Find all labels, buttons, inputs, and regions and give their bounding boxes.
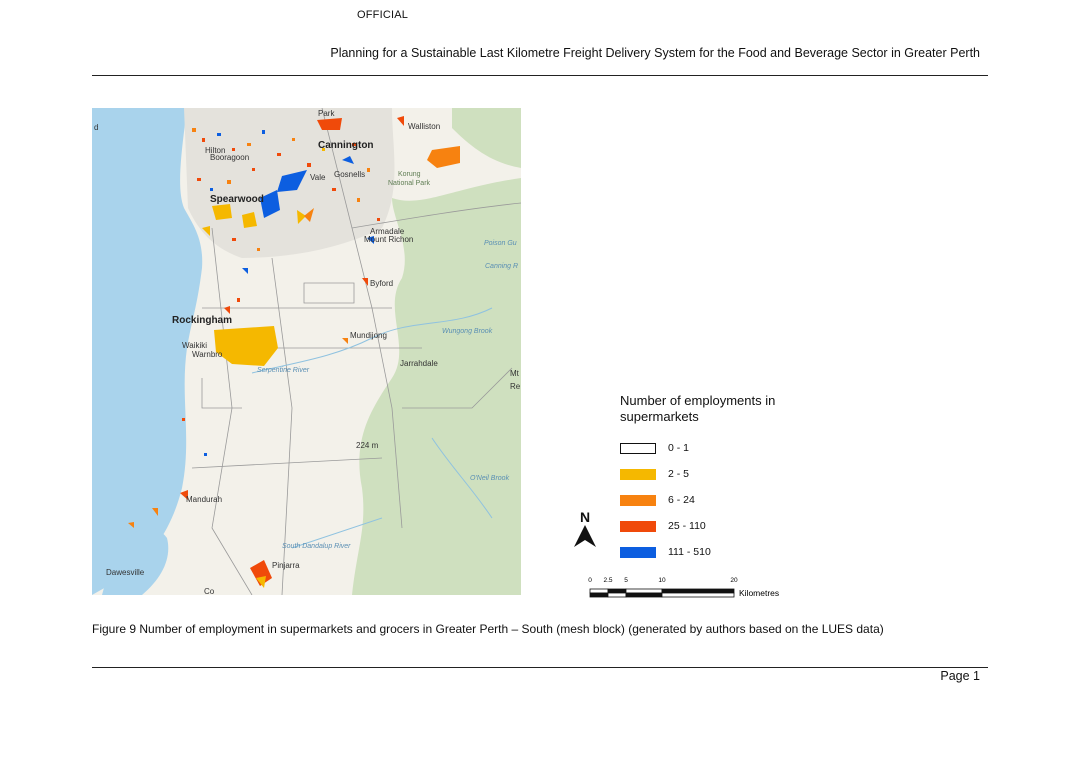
document-title: Planning for a Sustainable Last Kilometre Freight Delivery System for the Food and Beverage Sector in Greater Perth xyxy=(330,46,980,60)
scale-segment xyxy=(662,589,734,593)
label-national-park: National Park xyxy=(388,180,431,187)
scale-unit-label: Kilometres xyxy=(739,588,780,598)
scale-bar xyxy=(588,575,808,605)
legend-item xyxy=(620,435,820,461)
north-arrow-icon xyxy=(573,525,597,547)
label-warnbro: Warnbro xyxy=(192,350,223,359)
north-label: N xyxy=(579,509,591,525)
label-edge-d: d xyxy=(94,123,99,132)
legend-label: 111 - 510 xyxy=(668,546,711,558)
label-edge-park: Park xyxy=(318,109,335,118)
label-edge-vale: Vale xyxy=(310,173,326,182)
figure-caption: Figure 9 Number of employment in supermarkets and grocers in Greater Perth – South (mesh block) (generated by authors based on the LUES data) xyxy=(92,622,884,636)
legend-item xyxy=(620,461,820,487)
label-edge-re: Re xyxy=(510,382,521,391)
label-walliston: Walliston xyxy=(408,122,441,131)
label-oneil: O'Neil Brook xyxy=(470,475,510,482)
legend-label: 2 - 5 xyxy=(668,468,690,480)
scale-segment xyxy=(590,589,608,593)
scale-segment xyxy=(608,593,626,597)
legend-item xyxy=(620,513,820,539)
scale-tick-label: 10 xyxy=(658,577,666,584)
label-mandurah: Mandurah xyxy=(186,495,223,504)
label-canning-river: Canning R xyxy=(485,263,519,270)
label-edge-mt: Mt xyxy=(510,369,519,378)
footer-divider xyxy=(92,667,988,668)
page-number: Page 1 xyxy=(940,669,980,683)
label-spearwood: Spearwood xyxy=(210,194,264,205)
label-cannington: Cannington xyxy=(318,140,374,151)
legend-item xyxy=(620,539,820,565)
label-rockingham: Rockingham xyxy=(172,315,233,326)
classification-label: OFFICIAL xyxy=(357,9,409,21)
label-wungong: Wungong Brook xyxy=(442,328,493,335)
scale-bar-svg xyxy=(588,575,808,605)
legend-swatch xyxy=(620,469,656,480)
legend-label: 25 - 110 xyxy=(668,520,706,532)
scale-segment xyxy=(662,593,734,597)
label-jarrahdale: Jarrahdale xyxy=(400,359,438,368)
scale-segment xyxy=(590,593,608,597)
label-byford: Byford xyxy=(370,279,394,288)
legend-swatch xyxy=(620,521,656,532)
label-booragoon: Booragoon xyxy=(210,153,250,162)
scale-segment xyxy=(608,589,626,593)
label-pinjarra: Pinjarra xyxy=(272,561,300,570)
north-arrow xyxy=(573,509,597,552)
label-mount-richon: Mount Richon xyxy=(364,235,414,244)
map-panel[interactable] xyxy=(92,108,521,595)
scale-tick-label: 2.5 xyxy=(603,577,613,584)
legend-title: Number of employments in supermarkets xyxy=(620,393,776,424)
scale-segment xyxy=(626,593,662,597)
legend-label: 6 - 24 xyxy=(668,494,695,506)
label-south-dandalup: South Dandalup River xyxy=(282,543,351,550)
legend-swatch xyxy=(620,443,656,454)
map-legend xyxy=(620,393,820,565)
legend-item xyxy=(620,487,820,513)
label-edge-poison: Poison Gu xyxy=(484,240,517,247)
label-waikiki: Waikiki xyxy=(182,341,208,350)
label-gosnells: Gosnells xyxy=(334,170,366,179)
scale-tick-label: 20 xyxy=(730,577,738,584)
header-divider xyxy=(92,75,988,76)
scale-tick-label: 5 xyxy=(624,577,628,584)
label-korung: Korung xyxy=(398,171,421,178)
label-dawesville: Dawesville xyxy=(106,568,145,577)
label-hilton: Hilton xyxy=(205,146,226,155)
label-armadale: Armadale xyxy=(370,227,405,236)
legend-label: 0 - 1 xyxy=(668,442,690,454)
label-mundijong: Mundijong xyxy=(350,331,387,340)
label-serpentine: Serpentine River xyxy=(257,367,310,374)
scale-segment xyxy=(626,589,662,593)
legend-swatch xyxy=(620,547,656,558)
label-elevation: 224 m xyxy=(356,441,379,450)
map-svg xyxy=(92,108,521,595)
scale-tick-label: 0 xyxy=(588,577,592,584)
label-edge-co: Co xyxy=(204,587,215,595)
legend-swatch xyxy=(620,495,656,506)
